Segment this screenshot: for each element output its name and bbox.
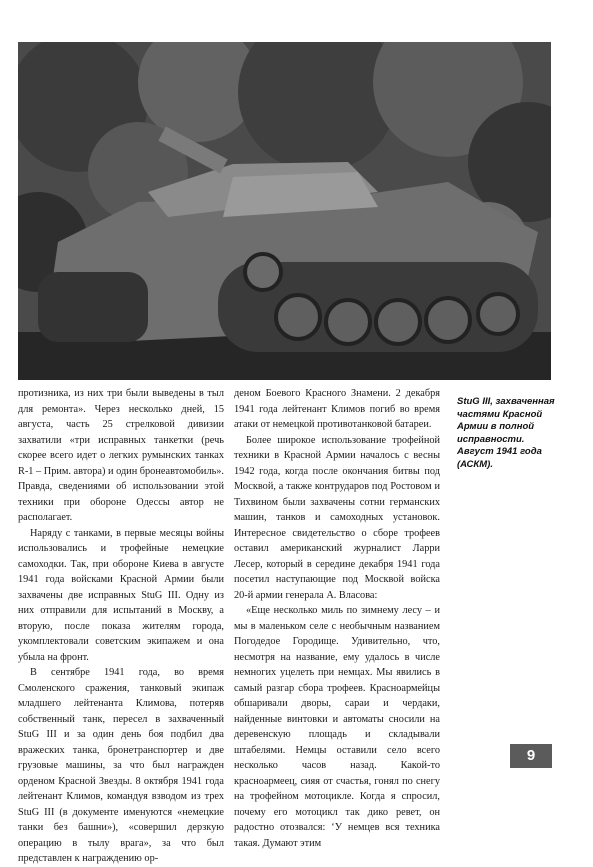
paragraph: «Еще несколько миль по зимнему лесу – и мы в маленьком селе с необычным названием Погодедое Городище. Удивительно, что, несмотря на название, ему удалось в числе немногих уцелеть при немцах. Мы явились в самый разгар сбора трофеев. Красноармейцы обшаривали дворы, сараи и чердаки, найденные винтовки и автоматы сносили на деревенскую площадь и складывали штабелями. Немцы оставили село всего несколько часов назад. Какой-то красноармеец, сияя от счастья, гонял по снегу на трофейном мотоцикле. Когда я спросил, почему его мотоцикл так дико ревет, он радостно отозвался: ‘У немцев вся техника такая. Думают этим bbox=[234, 605, 440, 849]
paragraph: Более широкое использование трофейной техники в Красной Армии началось с весны 1942 года, когда после окончания битвы под Москвой, а также контрударов под Ростовом и Тихвином были захвачены сотни германских машин, танков и самоходных установок. Интересное свидетельство о сборе трофеев оставил американский журналист Ларри Лесер, который в середине декабря 1941 года посетил наступающие под Москвой войска 20-й армии генерала А. Власова: bbox=[234, 434, 440, 601]
paragraph: деном Боевого Красного Знамени. 2 декабря 1941 года лейтенант Климов погиб во время атаки от немецкой противотанковой батареи. bbox=[234, 388, 440, 430]
page-number: 9 bbox=[510, 744, 552, 768]
paragraph: протизника, из них три были выведены в тыл для ремонта». Через несколько дней, 15 августа, часть 25 стрелковой дивизии захватили «три исправных танкетки (речь скорее всего идет о легких румынских танках R-1 – Прим. автора) и один бронеавтомобиль». Правда, сведениями об использовании этой техники при обороне Одессы автор не располагает. bbox=[18, 388, 224, 523]
paragraph: В сентябре 1941 года, во время Смоленского сражения, танковый экипаж младшего лейтенанта Климова, потеряв собственный танк, пересел в захваченный StuG III и за один день боя подбил два вражеских танка, бронетранспортер и две грузовые машины, за что был награжден орденом Красной Звезды. 8 октября 1941 года лейтенант Климов, командуя взводом из трех StuG III (в документе именуются «немецкие танки без башни»), «совершил дерзкую операцию в тылу врага», за что был представлен к награждению ор- bbox=[18, 667, 224, 864]
paragraph: Наряду с танками, в первые месяцы войны использовались и трофейные немецкие самоходки. Так, при обороне Киева в августе 1941 года войсками Красной Армии были захвачены две исправных StuG III. Одну из них отправили для испытаний в Москву, а вторую, после показа жителям города, укомплектовали советским экипажем и она убыла на фронт. bbox=[18, 527, 224, 663]
text-column-left bbox=[18, 386, 224, 867]
text-column-right bbox=[234, 386, 440, 851]
tank-illustration-icon bbox=[18, 42, 551, 380]
tank-photo bbox=[18, 42, 551, 380]
photo-caption: StuG III, захваченная частями Красной Армии в полной исправности. Август 1941 года (АСКМ). bbox=[457, 396, 555, 470]
